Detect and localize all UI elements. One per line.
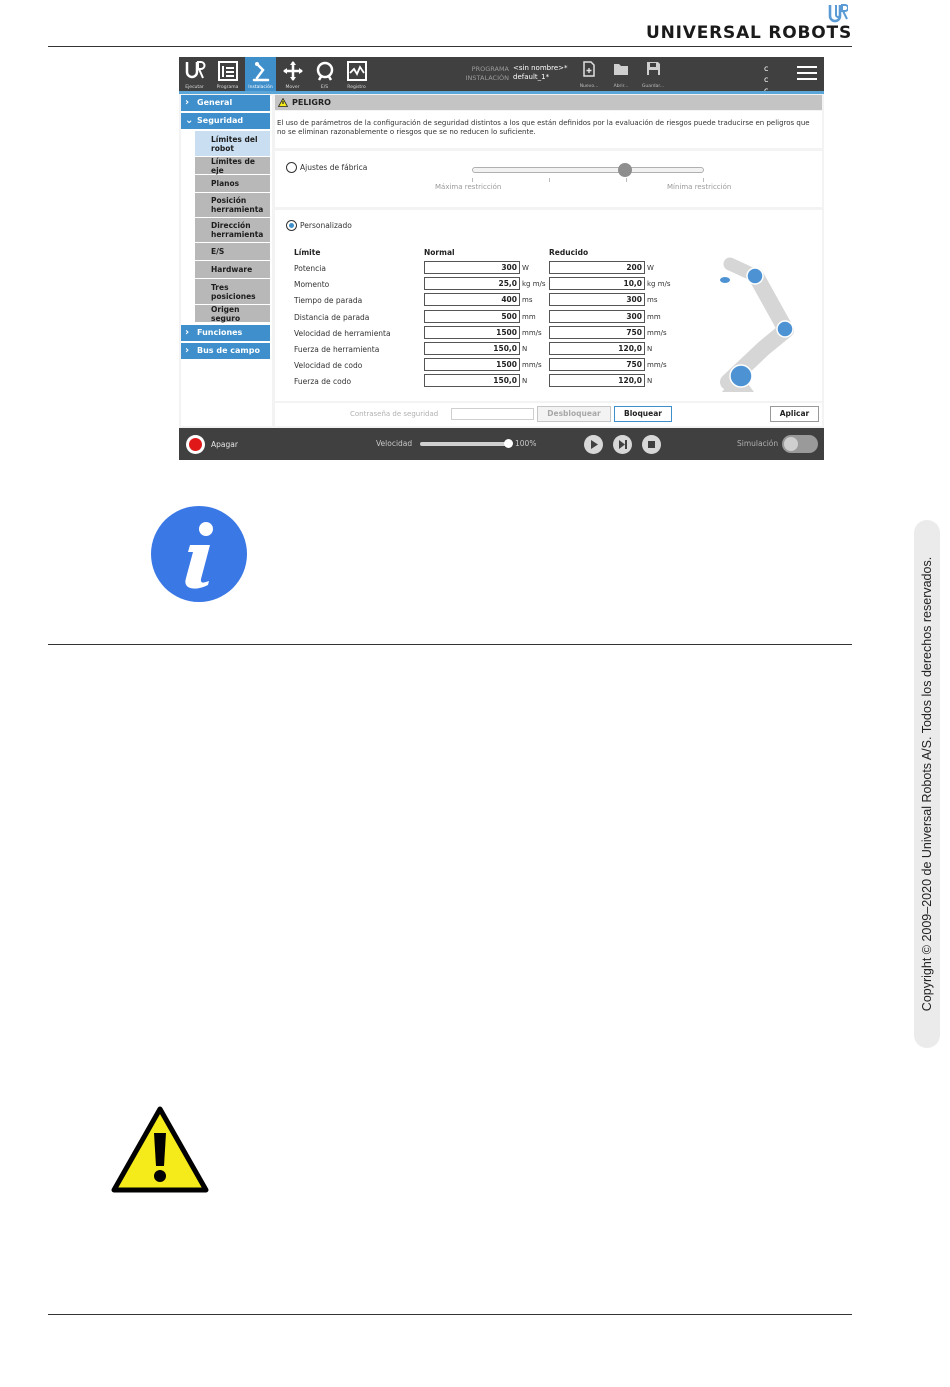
sidebar-item-label: Dirección herramienta <box>211 221 264 239</box>
reduced-value-field[interactable]: 750 <box>549 326 645 339</box>
lock-button[interactable]: Bloquear <box>614 406 672 422</box>
polyscope-screen <box>179 57 824 460</box>
tab-label: Registro <box>347 85 366 90</box>
sidebar-item-label: Planos <box>211 179 240 188</box>
simulation-toggle[interactable] <box>782 435 818 453</box>
factory-label: Ajustes de fábrica <box>300 163 368 172</box>
ur-run-icon <box>184 60 206 82</box>
program-list-icon <box>217 60 239 82</box>
danger-title: PELIGRO <box>292 98 331 107</box>
program-value: <sin nombre>* <box>513 64 568 72</box>
sidebar-item-tres-posiciones[interactable] <box>195 279 270 304</box>
normal-unit: kg m/s <box>522 280 546 289</box>
reduced-value-field[interactable]: 120,0 <box>549 374 645 387</box>
slider-tick <box>703 178 704 182</box>
file-button-label: Guardar... <box>641 84 665 89</box>
power-icon[interactable] <box>186 435 205 454</box>
factory-radio[interactable] <box>286 162 297 173</box>
tab-label: E/S <box>320 85 329 90</box>
sidebar-item-planos[interactable] <box>195 175 270 192</box>
robot-arm-icon <box>714 252 824 397</box>
normal-unit: N <box>522 345 528 353</box>
sidebar-item-limites-eje[interactable] <box>195 157 270 174</box>
info-icon <box>150 505 248 603</box>
normal-value-field[interactable]: 1500 <box>424 326 520 339</box>
restriction-slider[interactable] <box>472 167 704 173</box>
header-reducido: Reducido <box>549 248 589 257</box>
reduced-value-field[interactable]: 300 <box>549 310 645 323</box>
installation-value: default_1* <box>513 73 550 81</box>
sidebar-item-label: Origen seguro <box>211 304 241 323</box>
limit-row-label: Fuerza de herramienta <box>294 345 380 354</box>
password-label: Contraseña de seguridad <box>350 410 439 418</box>
normal-value-field[interactable]: 300 <box>424 261 520 274</box>
brand-name: UNIVERSAL ROBOTS <box>646 23 852 43</box>
program-label: PROGRAMA <box>471 65 509 73</box>
min-restriction-caption: Mínima restricción <box>667 183 732 191</box>
sidebar-item-posicion-herramienta[interactable] <box>195 193 270 217</box>
reduced-unit: mm <box>647 312 661 321</box>
log-chart-icon <box>346 60 368 82</box>
reduced-unit: mm/s <box>647 328 667 337</box>
password-input[interactable] <box>451 408 534 420</box>
reduced-value-field[interactable]: 120,0 <box>549 342 645 355</box>
sidebar-bus-de-campo[interactable] <box>181 343 270 359</box>
speed-label: Velocidad <box>376 439 413 448</box>
step-button[interactable] <box>613 435 632 454</box>
tab-registro[interactable] <box>341 57 372 91</box>
reduced-value-field[interactable]: 200 <box>549 261 645 274</box>
step-icon <box>613 435 632 454</box>
warning-icon <box>278 98 288 107</box>
sidebar-item-limites-robot[interactable] <box>195 131 270 156</box>
tab-label: Programa <box>216 85 239 90</box>
tab-programa[interactable] <box>212 57 243 91</box>
speed-value: 100% <box>515 439 537 448</box>
sidebar-item-label: Posición herramienta <box>211 196 264 214</box>
reduced-value-field[interactable]: 750 <box>549 358 645 371</box>
limit-row-label: Potencia <box>294 264 326 273</box>
sidebar-seguridad[interactable] <box>181 113 270 129</box>
reduced-value-field[interactable]: 300 <box>549 293 645 306</box>
normal-value-field[interactable]: 25,0 <box>424 277 520 290</box>
tab-mover[interactable] <box>277 57 308 91</box>
sidebar-general[interactable] <box>181 95 270 111</box>
normal-unit: W <box>522 264 529 272</box>
speed-slider-knob[interactable] <box>504 439 513 448</box>
limit-row-label: Velocidad de codo <box>294 361 363 371</box>
sidebar-item-label: Tres posiciones <box>211 282 256 301</box>
restriction-slider-knob[interactable] <box>618 163 632 177</box>
io-icon <box>314 60 336 82</box>
open-button[interactable] <box>608 60 634 90</box>
header-limite: Límite <box>294 248 321 257</box>
limit-row-label: Distancia de parada <box>294 312 370 322</box>
custom-label: Personalizado <box>300 221 352 230</box>
custom-radio[interactable] <box>286 220 297 231</box>
hamburger-menu-icon[interactable] <box>797 66 817 84</box>
speed-slider[interactable] <box>420 442 512 446</box>
apply-button[interactable]: Aplicar <box>770 406 819 422</box>
reduced-value-field[interactable]: 10,0 <box>549 277 645 290</box>
sidebar-item-hardware[interactable] <box>195 261 270 278</box>
normal-value-field[interactable]: 500 <box>424 310 520 323</box>
chevron-right-icon: › <box>185 97 190 108</box>
normal-value-field[interactable]: 150,0 <box>424 342 520 355</box>
tab-label: Ejecutar <box>185 85 204 90</box>
new-button[interactable] <box>576 60 602 90</box>
header-normal: Normal <box>424 248 455 257</box>
danger-text: El uso de parámetros de la configuración de seguridad distintos a los que están definidos por la evaluación de riesgos puede traducirse en peligros que no se eliminan razonablemente o riesgos que se no reducen lo suficiente. <box>277 119 810 136</box>
toolbar-accent-line <box>179 91 824 94</box>
save-button[interactable] <box>640 60 666 90</box>
chevron-right-icon: › <box>185 327 190 338</box>
limit-row-label: Tiempo de parada <box>294 296 363 306</box>
simulation-label: Simulación <box>737 439 779 448</box>
reduced-unit: W <box>647 264 654 272</box>
installation-robot-icon <box>250 60 272 82</box>
tab-label: Instalación <box>248 85 273 90</box>
normal-unit: mm/s <box>522 361 542 370</box>
cc-indicator: c c <box>764 64 772 84</box>
tab-instalacion[interactable] <box>245 57 276 91</box>
header-rule <box>48 46 852 47</box>
power-label: Apagar <box>211 440 238 449</box>
sidebar-funciones[interactable] <box>181 325 270 341</box>
normal-value-field[interactable]: 150,0 <box>424 374 520 387</box>
sidebar-seguridad-label: Seguridad <box>197 116 244 125</box>
section-rule <box>48 644 852 645</box>
unlock-button[interactable]: Desbloquear <box>537 406 611 422</box>
warning-icon <box>110 1105 210 1193</box>
move-cross-icon <box>282 60 304 82</box>
normal-value-field[interactable]: 400 <box>424 293 520 306</box>
tab-es[interactable] <box>309 57 340 91</box>
sidebar-item-direccion-herramienta[interactable] <box>195 218 270 242</box>
tab-ejecutar[interactable] <box>179 57 210 91</box>
sidebar-item-es[interactable] <box>195 243 270 260</box>
reduced-unit: N <box>647 345 653 353</box>
chevron-down-icon: ⌄ <box>185 115 194 126</box>
reduced-unit: N <box>647 377 653 386</box>
new-file-icon <box>582 61 596 77</box>
limit-row-label: Fuerza de codo <box>294 377 352 387</box>
stop-button[interactable] <box>642 435 661 454</box>
open-folder-icon <box>613 62 629 76</box>
reduced-unit: kg m/s <box>647 280 671 289</box>
reduced-unit: mm/s <box>647 361 667 370</box>
sidebar-funciones-label: Funciones <box>197 328 243 337</box>
play-icon <box>584 435 603 454</box>
sidebar-item-label: E/S <box>211 247 225 256</box>
sidebar-item-origen-seguro[interactable] <box>195 305 270 322</box>
top-toolbar <box>179 57 824 91</box>
limit-row-label: Velocidad de herramienta <box>294 328 391 338</box>
normal-value-field[interactable]: 1500 <box>424 358 520 371</box>
tab-label: Mover <box>285 85 300 90</box>
sidebar-item-label: Límites de eje <box>211 156 255 175</box>
footer-rule <box>48 1314 852 1315</box>
normal-unit: mm <box>522 312 536 321</box>
sidebar-item-label: Hardware <box>211 265 253 274</box>
normal-unit: ms <box>522 296 533 305</box>
reduced-unit: ms <box>647 296 658 305</box>
slider-tick <box>472 178 473 182</box>
file-button-label: Nuevo... <box>579 84 599 89</box>
max-restriction-caption: Máxima restricción <box>435 183 502 191</box>
footer-bar <box>179 428 824 460</box>
sidebar-item-label: Límites del robot <box>211 134 258 153</box>
limit-row-label: Momento <box>294 280 330 290</box>
chevron-right-icon: › <box>185 345 190 356</box>
normal-unit: N <box>522 377 528 386</box>
danger-header <box>275 95 822 110</box>
sidebar-bus-label: Bus de campo <box>197 346 260 355</box>
copyright-text: Copyright © 2009–2020 de Universal Robots A/S. Todos los derechos reservados. <box>920 556 934 1012</box>
normal-unit: mm/s <box>522 328 542 337</box>
save-disk-icon <box>646 61 661 76</box>
play-button[interactable] <box>584 435 603 454</box>
sidebar-general-label: General <box>197 98 233 107</box>
slider-tick <box>549 178 550 182</box>
slider-tick <box>626 178 627 182</box>
file-button-label: Abrir... <box>613 84 629 89</box>
stop-icon <box>642 435 661 454</box>
installation-label: INSTALACIÓN <box>465 74 509 82</box>
